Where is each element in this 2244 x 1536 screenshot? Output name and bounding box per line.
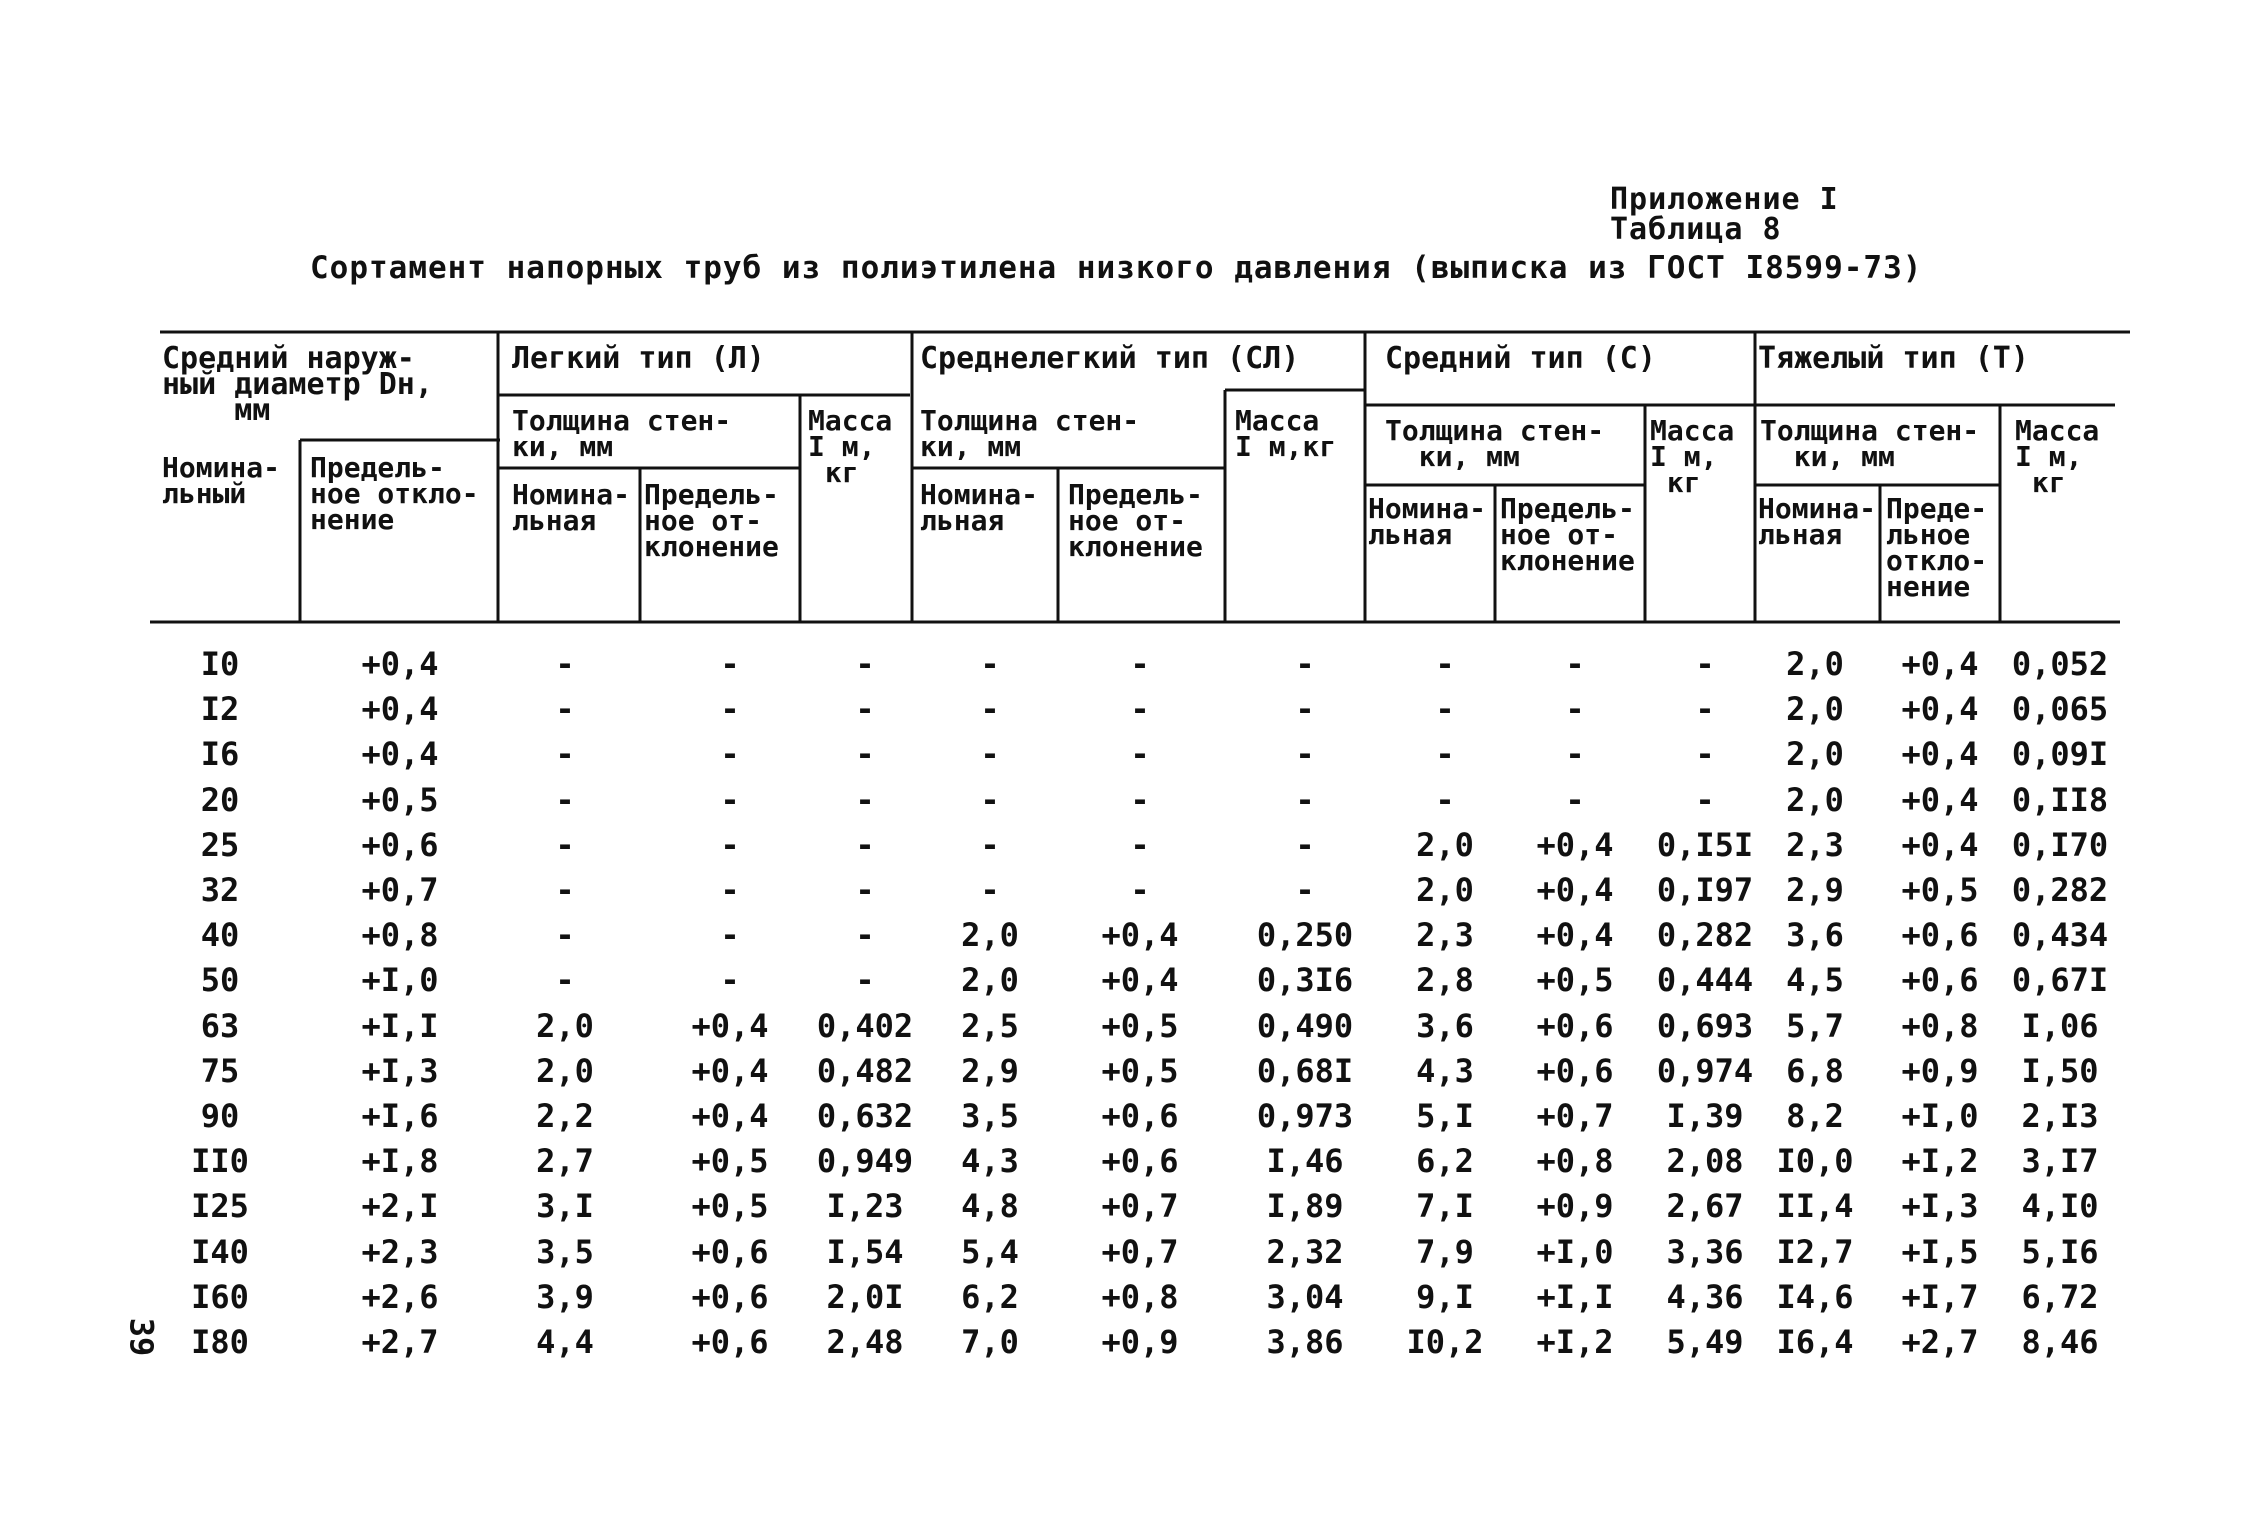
table-cell: 0,490 — [1256, 1006, 1354, 1045]
table-cell: - — [1130, 735, 1150, 774]
table-cell: 2,0 — [1786, 780, 1844, 819]
table-cell: I,39 — [1666, 1097, 1744, 1135]
table-cell: 0,I97 — [1656, 871, 1754, 909]
table-cell: 5,I6 — [2021, 1232, 2099, 1271]
table-cell: 25 — [200, 825, 240, 864]
table-cell: I4,6 — [1776, 1277, 1854, 1316]
table-cell: - — [980, 825, 1000, 864]
table-cell: - — [720, 916, 740, 955]
header-medium-thickness: Толщина стен- ки, мм — [1385, 414, 1605, 473]
table-cell: 6,2 — [1416, 1142, 1474, 1181]
table-cell: 5,49 — [1666, 1323, 1744, 1361]
table-cell: 0,68I — [1256, 1051, 1354, 1090]
table-cell: +2,7 — [1901, 1323, 1979, 1361]
table-row — [0, 871, 2244, 916]
table-cell: 75 — [200, 1051, 240, 1090]
header-light-type: Легкий тип (Л) — [512, 341, 765, 376]
header-midlight-type: Среднелегкий тип (СЛ) — [920, 341, 1300, 376]
table-cell: +0,4 — [1901, 735, 1979, 774]
table-cell: 0,444 — [1656, 961, 1754, 1000]
table-cell: 0,402 — [816, 1006, 914, 1045]
table-cell: 3,86 — [1266, 1323, 1344, 1361]
table-cell: +0,9 — [1101, 1323, 1179, 1361]
table-cell: 0,632 — [816, 1097, 914, 1135]
table-cell: II0 — [191, 1142, 249, 1181]
page-number: 39 — [122, 1317, 161, 1357]
table-cell: 4,3 — [1416, 1051, 1474, 1090]
table-cell: 2,0I — [826, 1277, 904, 1316]
table-cell: 6,2 — [961, 1277, 1019, 1316]
table-cell: I0 — [200, 645, 240, 683]
table-cell: - — [1130, 871, 1150, 909]
table-cell: 3,36 — [1666, 1232, 1744, 1271]
table-cell: +0,4 — [1901, 645, 1979, 683]
table-cell: - — [555, 735, 575, 774]
table-cell: 4,4 — [536, 1323, 594, 1361]
table-cell: +2,I — [361, 1187, 439, 1226]
table-cell: - — [555, 780, 575, 819]
table-cell: +I,0 — [1901, 1097, 1979, 1135]
table-cell: 0,949 — [816, 1142, 914, 1181]
header-medium-nominal: Номина- льная — [1368, 492, 1487, 551]
table-cell: 2,2 — [536, 1097, 594, 1135]
table-row — [0, 826, 2244, 871]
table-cell: 2,67 — [1666, 1187, 1744, 1226]
table-cell: - — [1565, 735, 1585, 774]
table-cell: 3,9 — [536, 1277, 594, 1316]
table-cell: - — [1565, 645, 1585, 683]
header-midlight-thickness: Толщина стен- ки, мм — [920, 404, 1140, 463]
table-cell: 3,I7 — [2021, 1142, 2099, 1181]
table-cell: 2,9 — [1786, 871, 1844, 909]
table-cell: 3,6 — [1416, 1006, 1474, 1045]
table-cell: 0,065 — [2011, 690, 2109, 729]
header-midlight-nominal: Номина- льная — [920, 478, 1039, 537]
table-cell: +I,3 — [1901, 1187, 1979, 1226]
table-cell: - — [855, 780, 875, 819]
table-cell: 50 — [200, 961, 240, 1000]
table-cell: 2,0 — [961, 961, 1019, 1000]
table-cell: +0,5 — [691, 1187, 769, 1226]
header-heavy-deviation: Преде- льное откло- нение — [1886, 492, 1988, 603]
table-cell: - — [980, 871, 1000, 909]
table-cell: 4,5 — [1786, 961, 1844, 1000]
table-row — [0, 1142, 2244, 1187]
table-cell: +0,4 — [361, 735, 439, 774]
table-cell: - — [720, 735, 740, 774]
table-cell: - — [1295, 690, 1315, 729]
table-cell: +0,4 — [1536, 871, 1614, 909]
table-cell: 0,482 — [816, 1051, 914, 1090]
table-cell: 0,693 — [1656, 1006, 1754, 1045]
table-cell: - — [1695, 690, 1715, 729]
table-cell: 3,5 — [536, 1232, 594, 1271]
table-row — [0, 1323, 2244, 1368]
table-cell: I,89 — [1266, 1187, 1344, 1226]
table-cell: +0,4 — [1536, 825, 1614, 864]
table-cell: 7,I — [1416, 1187, 1474, 1226]
header-heavy-mass: Масса I м, кг — [2015, 414, 2100, 499]
table-cell: I0,2 — [1406, 1323, 1484, 1361]
header-light-thickness: Толщина стен- ки, мм — [512, 404, 732, 463]
table-cell: - — [1435, 645, 1455, 683]
table-cell: 2,32 — [1266, 1232, 1344, 1271]
table-cell: - — [980, 645, 1000, 683]
table-cell: 8,2 — [1786, 1097, 1844, 1135]
table-cell: I2 — [200, 690, 240, 729]
table-cell: 0,282 — [1656, 916, 1754, 955]
table-cell: +I,I — [1536, 1277, 1614, 1316]
table-cell: +0,6 — [1901, 916, 1979, 955]
table-row — [0, 735, 2244, 780]
table-cell: - — [1435, 735, 1455, 774]
table-cell: +0,9 — [1536, 1187, 1614, 1226]
table-cell: 2,0 — [536, 1006, 594, 1045]
table-cell: +0,6 — [1101, 1142, 1179, 1181]
table-cell: 2,5 — [961, 1006, 1019, 1045]
table-cell: 0,I5I — [1656, 825, 1754, 864]
table-cell: II,4 — [1776, 1187, 1854, 1226]
table-cell: +0,4 — [1101, 916, 1179, 955]
table-cell: 9,I — [1416, 1277, 1474, 1316]
table-cell: - — [1695, 780, 1715, 819]
table-cell: - — [1295, 825, 1315, 864]
table-cell: I,50 — [2021, 1051, 2099, 1090]
table-cell: - — [720, 780, 740, 819]
table-cell: +I,7 — [1901, 1277, 1979, 1316]
table-cell: +0,4 — [1901, 690, 1979, 729]
header-midlight-mass: Масса I м,кг — [1235, 404, 1337, 463]
table-row — [0, 1007, 2244, 1052]
table-cell: 0,II8 — [2011, 780, 2109, 819]
table-cell: 2,48 — [826, 1323, 904, 1361]
table-cell: - — [555, 645, 575, 683]
table-cell: +0,6 — [1101, 1097, 1179, 1135]
table-cell: 3,6 — [1786, 916, 1844, 955]
table-cell: - — [1295, 780, 1315, 819]
table-cell: 2,0 — [1786, 690, 1844, 729]
table-cell: +0,4 — [1901, 825, 1979, 864]
table-cell: 2,0 — [536, 1051, 594, 1090]
table-cell: +2,7 — [361, 1323, 439, 1361]
table-cell: - — [855, 871, 875, 909]
table-cell: +I,6 — [361, 1097, 439, 1135]
table-cell: +0,6 — [691, 1232, 769, 1271]
table-cell: +2,6 — [361, 1277, 439, 1316]
table-cell: 5,7 — [1786, 1006, 1844, 1045]
table-cell: +0,5 — [361, 780, 439, 819]
table-cell: 2,3 — [1416, 916, 1474, 955]
table-cell: 2,3 — [1786, 825, 1844, 864]
table-cell: 6,72 — [2021, 1277, 2099, 1316]
table-row — [0, 1187, 2244, 1232]
table-cell: I,54 — [826, 1232, 904, 1271]
table-cell: 0,3I6 — [1256, 961, 1354, 1000]
table-cell: 7,9 — [1416, 1232, 1474, 1271]
table-cell: I80 — [191, 1323, 249, 1361]
table-cell: I,23 — [826, 1187, 904, 1226]
table-row — [0, 1097, 2244, 1142]
table-cell: 2,0 — [1416, 825, 1474, 864]
table-title: Сортамент напорных труб из полиэтилена низкого давления (выписка из ГОСТ I8599-73) — [310, 250, 1923, 286]
table-cell: +0,5 — [1101, 1051, 1179, 1090]
table-cell: 0,973 — [1256, 1097, 1354, 1135]
table-cell: I25 — [191, 1187, 249, 1226]
header-heavy-nominal: Номина- льная — [1758, 492, 1877, 551]
table-cell: 7,0 — [961, 1323, 1019, 1361]
header-deviation: Предель- ное откло- нение — [310, 451, 479, 536]
table-cell: +0,9 — [1901, 1051, 1979, 1090]
table-cell: +0,5 — [691, 1142, 769, 1181]
table-cell: 3,04 — [1266, 1277, 1344, 1316]
table-cell: - — [1435, 690, 1455, 729]
table-cell: +0,7 — [361, 871, 439, 909]
table-cell: +0,4 — [691, 1097, 769, 1135]
table-cell: 6,8 — [1786, 1051, 1844, 1090]
table-cell: - — [980, 735, 1000, 774]
table-cell: 4,I0 — [2021, 1187, 2099, 1226]
table-cell: +0,6 — [691, 1277, 769, 1316]
table-cell: - — [855, 916, 875, 955]
table-cell: 0,67I — [2011, 961, 2109, 1000]
table-cell: 32 — [200, 871, 240, 909]
table-number: Таблица 8 — [1610, 212, 1782, 247]
table-cell: +0,7 — [1536, 1097, 1614, 1135]
table-cell: - — [555, 916, 575, 955]
table-cell: - — [855, 961, 875, 1000]
header-heavy-thickness: Толщина стен- ки, мм — [1760, 414, 1980, 473]
table-cell: +I,2 — [1901, 1142, 1979, 1181]
table-cell: 2,08 — [1666, 1142, 1744, 1181]
table-cell: +0,7 — [1101, 1232, 1179, 1271]
table-cell: 2,9 — [961, 1051, 1019, 1090]
table-cell: +I,0 — [361, 961, 439, 1000]
table-cell: 2,7 — [536, 1142, 594, 1181]
table-cell: +0,6 — [1536, 1006, 1614, 1045]
header-heavy-type: Тяжелый тип (Т) — [1758, 341, 2029, 376]
table-cell: +I,3 — [361, 1051, 439, 1090]
table-cell: +0,5 — [1536, 961, 1614, 1000]
header-medium-type: Средний тип (С) — [1385, 341, 1656, 376]
table-cell: 0,974 — [1656, 1051, 1754, 1090]
table-cell: 0,434 — [2011, 916, 2109, 955]
table-cell: - — [720, 961, 740, 1000]
table-cell: 5,I — [1416, 1097, 1474, 1135]
appendix-label: Приложение I — [1610, 182, 1839, 217]
table-cell: +0,6 — [1901, 961, 1979, 1000]
table-cell: +0,4 — [1536, 916, 1614, 955]
table-cell: - — [1295, 871, 1315, 909]
table-row — [0, 1278, 2244, 1323]
table-cell: - — [1130, 825, 1150, 864]
table-cell: +I,I — [361, 1006, 439, 1045]
table-cell: - — [1695, 735, 1715, 774]
table-cell: - — [1565, 690, 1585, 729]
table-cell: 0,I70 — [2011, 825, 2109, 864]
table-cell: - — [720, 871, 740, 909]
table-cell: I40 — [191, 1232, 249, 1271]
table-cell: 8,46 — [2021, 1323, 2099, 1361]
table-cell: - — [1295, 645, 1315, 683]
table-cell: +I,0 — [1536, 1232, 1614, 1271]
table-cell: 4,8 — [961, 1187, 1019, 1226]
table-cell: - — [720, 690, 740, 729]
header-diameter: Средний наруж- ный диаметр Dн, мм — [162, 341, 433, 428]
table-cell: - — [855, 735, 875, 774]
table-cell: 0,09I — [2011, 735, 2109, 774]
table-cell: - — [980, 780, 1000, 819]
header-midlight-deviation: Предель- ное от- клонение — [1068, 478, 1203, 563]
table-cell: - — [1435, 780, 1455, 819]
table-cell: I6 — [200, 735, 240, 774]
table-cell: - — [555, 961, 575, 1000]
header-nominal: Номина- льный — [162, 451, 281, 510]
table-cell: - — [555, 690, 575, 729]
table-cell: - — [855, 825, 875, 864]
table-cell: +0,4 — [1101, 961, 1179, 1000]
table-cell: +0,8 — [1901, 1006, 1979, 1045]
table-row — [0, 690, 2244, 735]
table-cell: +0,5 — [1101, 1006, 1179, 1045]
table-cell: 0,250 — [1256, 916, 1354, 955]
table-cell: 4,36 — [1666, 1277, 1744, 1316]
table-cell: 63 — [200, 1006, 240, 1045]
table-cell: 5,4 — [961, 1232, 1019, 1271]
table-cell: 0,052 — [2011, 645, 2109, 683]
table-cell: 2,0 — [1416, 871, 1474, 909]
table-cell: +I,2 — [1536, 1323, 1614, 1361]
table-cell: 2,0 — [1786, 645, 1844, 683]
header-light-deviation: Предель- ное от- клонение — [644, 478, 779, 563]
table-cell: - — [1130, 780, 1150, 819]
table-cell: +0,6 — [1536, 1051, 1614, 1090]
table-cell: 3,5 — [961, 1097, 1019, 1135]
table-cell: +2,3 — [361, 1232, 439, 1271]
table-cell: - — [1130, 690, 1150, 729]
table-cell: +0,5 — [1901, 871, 1979, 909]
table-cell: - — [1130, 645, 1150, 683]
table-cell: 4,3 — [961, 1142, 1019, 1181]
table-cell: - — [855, 690, 875, 729]
table-cell: +0,4 — [361, 645, 439, 683]
table-cell: +0,8 — [1101, 1277, 1179, 1316]
table-cell: - — [1565, 780, 1585, 819]
table-row — [0, 781, 2244, 826]
table-row — [0, 961, 2244, 1006]
table-cell: +0,6 — [691, 1323, 769, 1361]
table-cell: - — [720, 825, 740, 864]
table-cell: - — [555, 871, 575, 909]
table-row — [0, 1233, 2244, 1278]
table-cell: 0,282 — [2011, 871, 2109, 909]
header-light-nominal: Номина- льная — [512, 478, 631, 537]
table-cell: - — [1295, 735, 1315, 774]
table-cell: - — [555, 825, 575, 864]
table-cell: I6,4 — [1776, 1323, 1854, 1361]
table-cell: 2,8 — [1416, 961, 1474, 1000]
table-cell: 2,0 — [961, 916, 1019, 955]
table-cell: - — [980, 690, 1000, 729]
header-light-mass: Масса I м, кг — [808, 404, 893, 489]
table-cell: 90 — [200, 1097, 240, 1135]
table-row — [0, 916, 2244, 961]
table-row — [0, 1052, 2244, 1097]
table-cell: +0,7 — [1101, 1187, 1179, 1226]
table-cell: +0,8 — [361, 916, 439, 955]
table-cell: +0,4 — [691, 1051, 769, 1090]
table-cell: I,06 — [2021, 1006, 2099, 1045]
table-cell: I0,0 — [1776, 1142, 1854, 1181]
table-cell: +0,8 — [1536, 1142, 1614, 1181]
table-cell: 20 — [200, 780, 240, 819]
table-cell: 3,I — [536, 1187, 594, 1226]
table-cell: 2,0 — [1786, 735, 1844, 774]
table-cell: +0,4 — [691, 1006, 769, 1045]
table-cell: I,46 — [1266, 1142, 1344, 1181]
table-cell: - — [720, 645, 740, 683]
table-row — [0, 645, 2244, 690]
table-cell: +0,4 — [1901, 780, 1979, 819]
table-cell: I2,7 — [1776, 1232, 1854, 1271]
table-cell: - — [855, 645, 875, 683]
header-medium-deviation: Предель- ное от- клонение — [1500, 492, 1635, 577]
table-cell: 40 — [200, 916, 240, 955]
table-cell: +I,8 — [361, 1142, 439, 1181]
table-cell: I60 — [191, 1277, 249, 1316]
table-cell: +0,4 — [361, 690, 439, 729]
table-cell: - — [1695, 645, 1715, 683]
table-cell: 2,I3 — [2021, 1097, 2099, 1135]
table-cell: +0,6 — [361, 825, 439, 864]
header-medium-mass: Масса I м, кг — [1650, 414, 1735, 499]
table-cell: +I,5 — [1901, 1232, 1979, 1271]
